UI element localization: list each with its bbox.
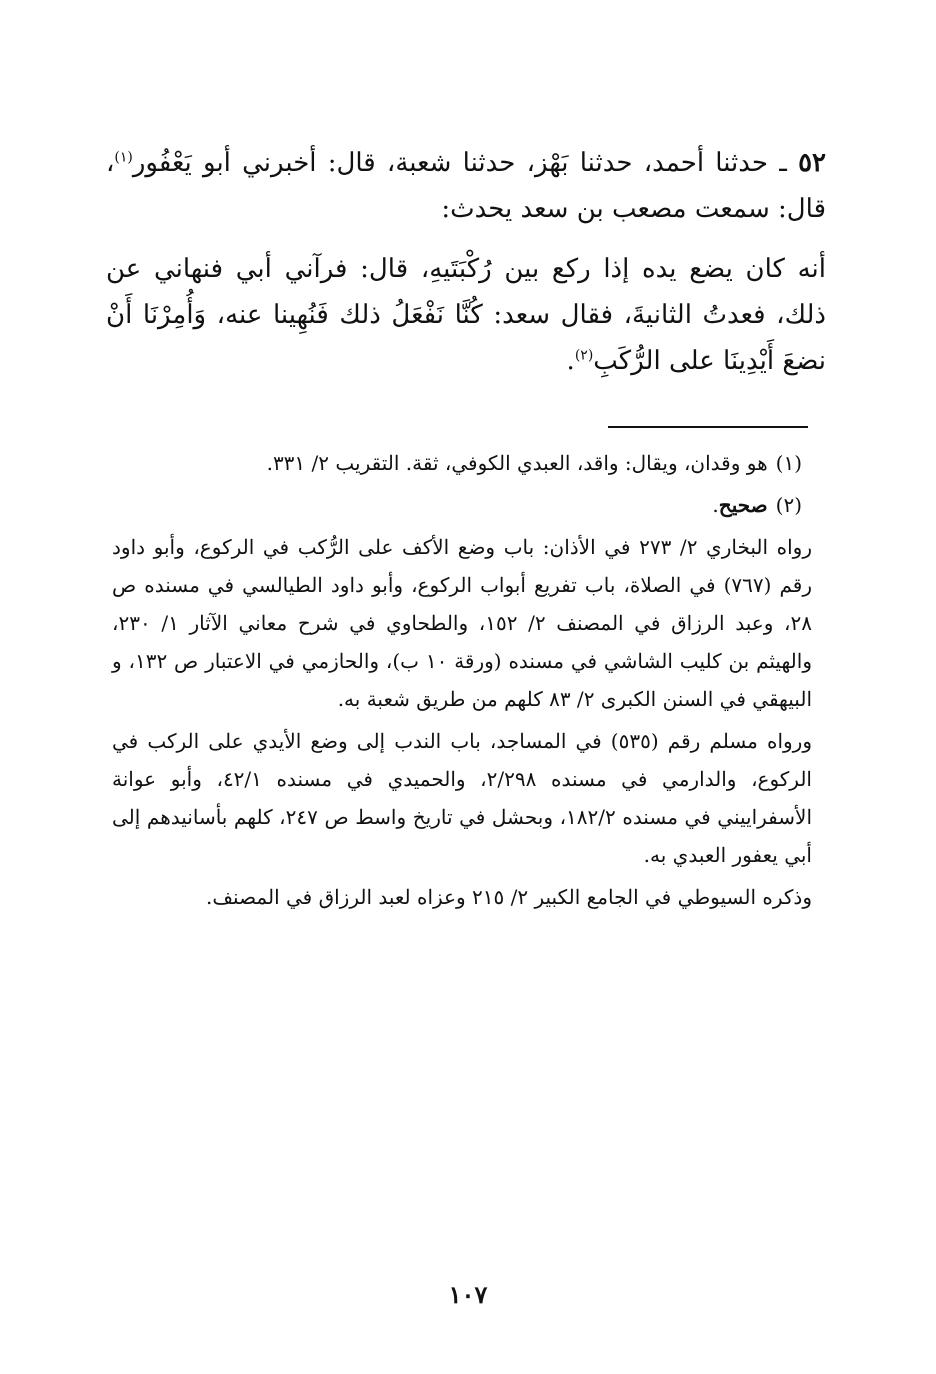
isnad-text: حدثنا أحمد، حدثنا بَهْز، حدثنا شعبة، قال: أخبرني أبو يَعْفُور <box>132 148 769 178</box>
footnote-1-text: هو وقدان، ويقال: واقد، العبدي الكوفي، ثقة. التقريب ٢/ ٣٣١. <box>266 451 768 475</box>
footnotes-section <box>112 444 812 920</box>
matn-end: . <box>566 346 575 376</box>
isnad-text-end: ، قال: سمعت مصعب بن سعد يحدث: <box>106 148 826 224</box>
footnote-separator <box>608 426 808 428</box>
matn-paragraph <box>106 246 826 384</box>
main-text <box>106 140 826 398</box>
footnote-2-paragraph-1: رواه البخاري ٢/ ٢٧٣ في الأذان: باب وضع الأكف على الرُّكب في الركوع، وأبو داود رقم (٧٦٧) في الصلاة، باب تفريع أبواب الركوع، وأبو داود الطيالسي في مسنده ص ٢٨، وعبد الرزاق في المصنف ٢/ ١٥٢، والطحاوي في شرح معاني الآثار ١/ ٢٣٠، والهيثم بن كليب الشاشي في مسنده (ورقة ١٠ ب)، والحازمي في الاعتبار ص ١٣٢، و البيهقي في السنن الكبرى ٢/ ٨٣ كلهم من طريق شعبة به. <box>112 535 813 711</box>
footnote-1 <box>112 444 812 482</box>
footnote-2-grade: صحيح <box>718 493 768 517</box>
isnad-paragraph <box>106 140 826 232</box>
footnote-ref-2[interactable]: (٢) <box>574 347 594 364</box>
footnote-2-number: (٢) <box>775 493 802 517</box>
footnote-1-number: (١) <box>775 451 802 475</box>
footnote-2-paragraph-3: وذكره السيوطي في الجامع الكبير ٢/ ٢١٥ وعزاه لعبد الرزاق في المصنف. <box>205 885 812 909</box>
footnote-2 <box>112 486 812 524</box>
footnote-ref-1[interactable]: (١) <box>114 149 133 166</box>
hadith-dash: ـ <box>768 148 799 178</box>
matn-text: أنه كان يضع يده إذا ركع بين رُكْبَتَيهِ، قال: فرآني أبي فنهاني عن ذلك، فعدتُ الثانيةَ، فقال سعد: كُنَّا نَفْعَلُ ذلك فَنُهِينا عنه، وَأُمِرْنَا أَنْ نضعَ أَيْدِينَا على الرُّكَبِ <box>106 254 826 376</box>
footnote-2-paragraph-2: ورواه مسلم رقم (٥٣٥) في المساجد، باب الندب إلى وضع الأيدي على الركب في الركوع، والدارمي في مسنده ٢/٢٩٨، والحميدي في مسنده ٤٢/١، وأبو عوانة الأسفراييني في مسنده ١٨٢/٢، وبحشل في تاريخ واسط ص ٢٤٧، كلهم بأسانيدهم إلى أبي يعفور العبدي به. <box>112 729 813 867</box>
footnote-2-grade-end: . <box>712 493 719 517</box>
page-number: ١٠٧ <box>448 1280 488 1309</box>
hadith-number: ٥٢ <box>798 148 826 178</box>
